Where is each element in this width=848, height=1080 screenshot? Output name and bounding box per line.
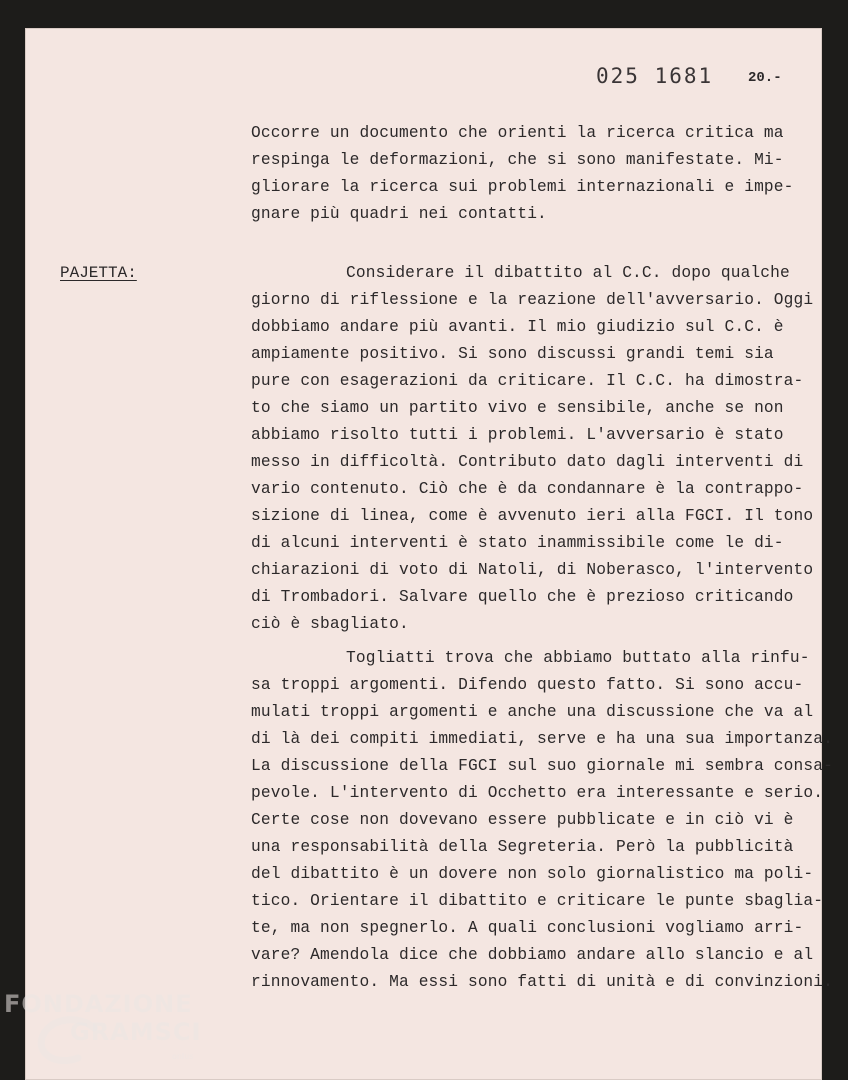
paragraph-line: di alcuni interventi è stato inammissibile come le di- (251, 534, 784, 552)
paragraph-line: vario contenuto. Ciò che è da condannare è la contrappo- (251, 480, 804, 498)
page-number: 20.- (748, 70, 782, 86)
paragraph-line: abbiamo risolto tutti i problemi. L'avversario è stato (251, 426, 784, 444)
paragraph-line: di là dei compiti immediati, serve e ha una sua importanza. (251, 730, 833, 748)
paragraph-line: tico. Orientare il dibattito e criticare le punte sbaglia- (251, 892, 824, 910)
paragraph-line: La discussione della FGCI sul suo giornale mi sembra consa- (251, 757, 833, 775)
watermark-line1: FONDAZIONE (4, 990, 193, 1018)
paragraph-line: del dibattito è un dovere non solo giornalistico ma poli- (251, 865, 814, 883)
paragraph-line: to che siamo un partito vivo e sensibile, anche se non (251, 399, 784, 417)
paragraph-line: ampiamente positivo. Si sono discussi grandi temi sia (251, 345, 774, 363)
paragraph-line: mulati troppi argomenti e anche una discussione che va al (251, 703, 814, 721)
paragraph-line: rinnovamento. Ma essi sono fatti di unità e di convinzioni. (251, 973, 833, 991)
intro-line: Occorre un documento che orienti la ricerca critica ma (251, 124, 784, 142)
paragraph-line: messo in difficoltà. Contributo dato dagli interventi di (251, 453, 804, 471)
paragraph-line: Considerare il dibattito al C.C. dopo qualche (346, 264, 790, 282)
paragraph-line: sa troppi argomenti. Difendo questo fatto. Si sono accu- (251, 676, 804, 694)
paragraph-line: pure con esagerazioni da criticare. Il C.C. ha dimostra- (251, 372, 804, 390)
intro-line: gnare più quadri nei contatti. (251, 205, 547, 223)
paragraph-line: giorno di riflessione e la reazione dell'avversario. Oggi (251, 291, 814, 309)
paragraph-line: pevole. L'intervento di Occhetto era interessante e serio. (251, 784, 824, 802)
speaker-label: PAJETTA: (60, 264, 137, 282)
paragraph-line: dobbiamo andare più avanti. Il mio giudizio sul C.C. è (251, 318, 784, 336)
archive-number-stamp: 025 1681 (596, 64, 714, 88)
paragraph-line: Togliatti trova che abbiamo buttato alla rinfu- (346, 649, 810, 667)
intro-line: gliorare la ricerca sui problemi internazionali e impe- (251, 178, 794, 196)
intro-line: respinga le deformazioni, che si sono manifestate. Mi- (251, 151, 784, 169)
paragraph-line: di Trombadori. Salvare quello che è prezioso criticando (251, 588, 794, 606)
paragraph-line: ciò è sbagliato. (251, 615, 409, 633)
paragraph-line: te, ma non spegnerlo. A quali conclusioni vogliamo arri- (251, 919, 804, 937)
paragraph-line: chiarazioni di voto di Natoli, di Noberasco, l'intervento (251, 561, 814, 579)
paragraph-line: sizione di linea, come è avvenuto ieri alla FGCI. Il tono (251, 507, 814, 525)
watermark-line2: GRAMSCI (70, 1018, 202, 1046)
paragraph-line: vare? Amendola dice che dobbiamo andare allo slancio e al (251, 946, 814, 964)
watermark-sub: onlus (172, 1052, 194, 1061)
paragraph-line: Certe cose non dovevano essere pubblicate e in ciò vi è (251, 811, 794, 829)
foundation-watermark (4, 990, 224, 1070)
paragraph-line: una responsabilità della Segreteria. Però la pubblicità (251, 838, 794, 856)
